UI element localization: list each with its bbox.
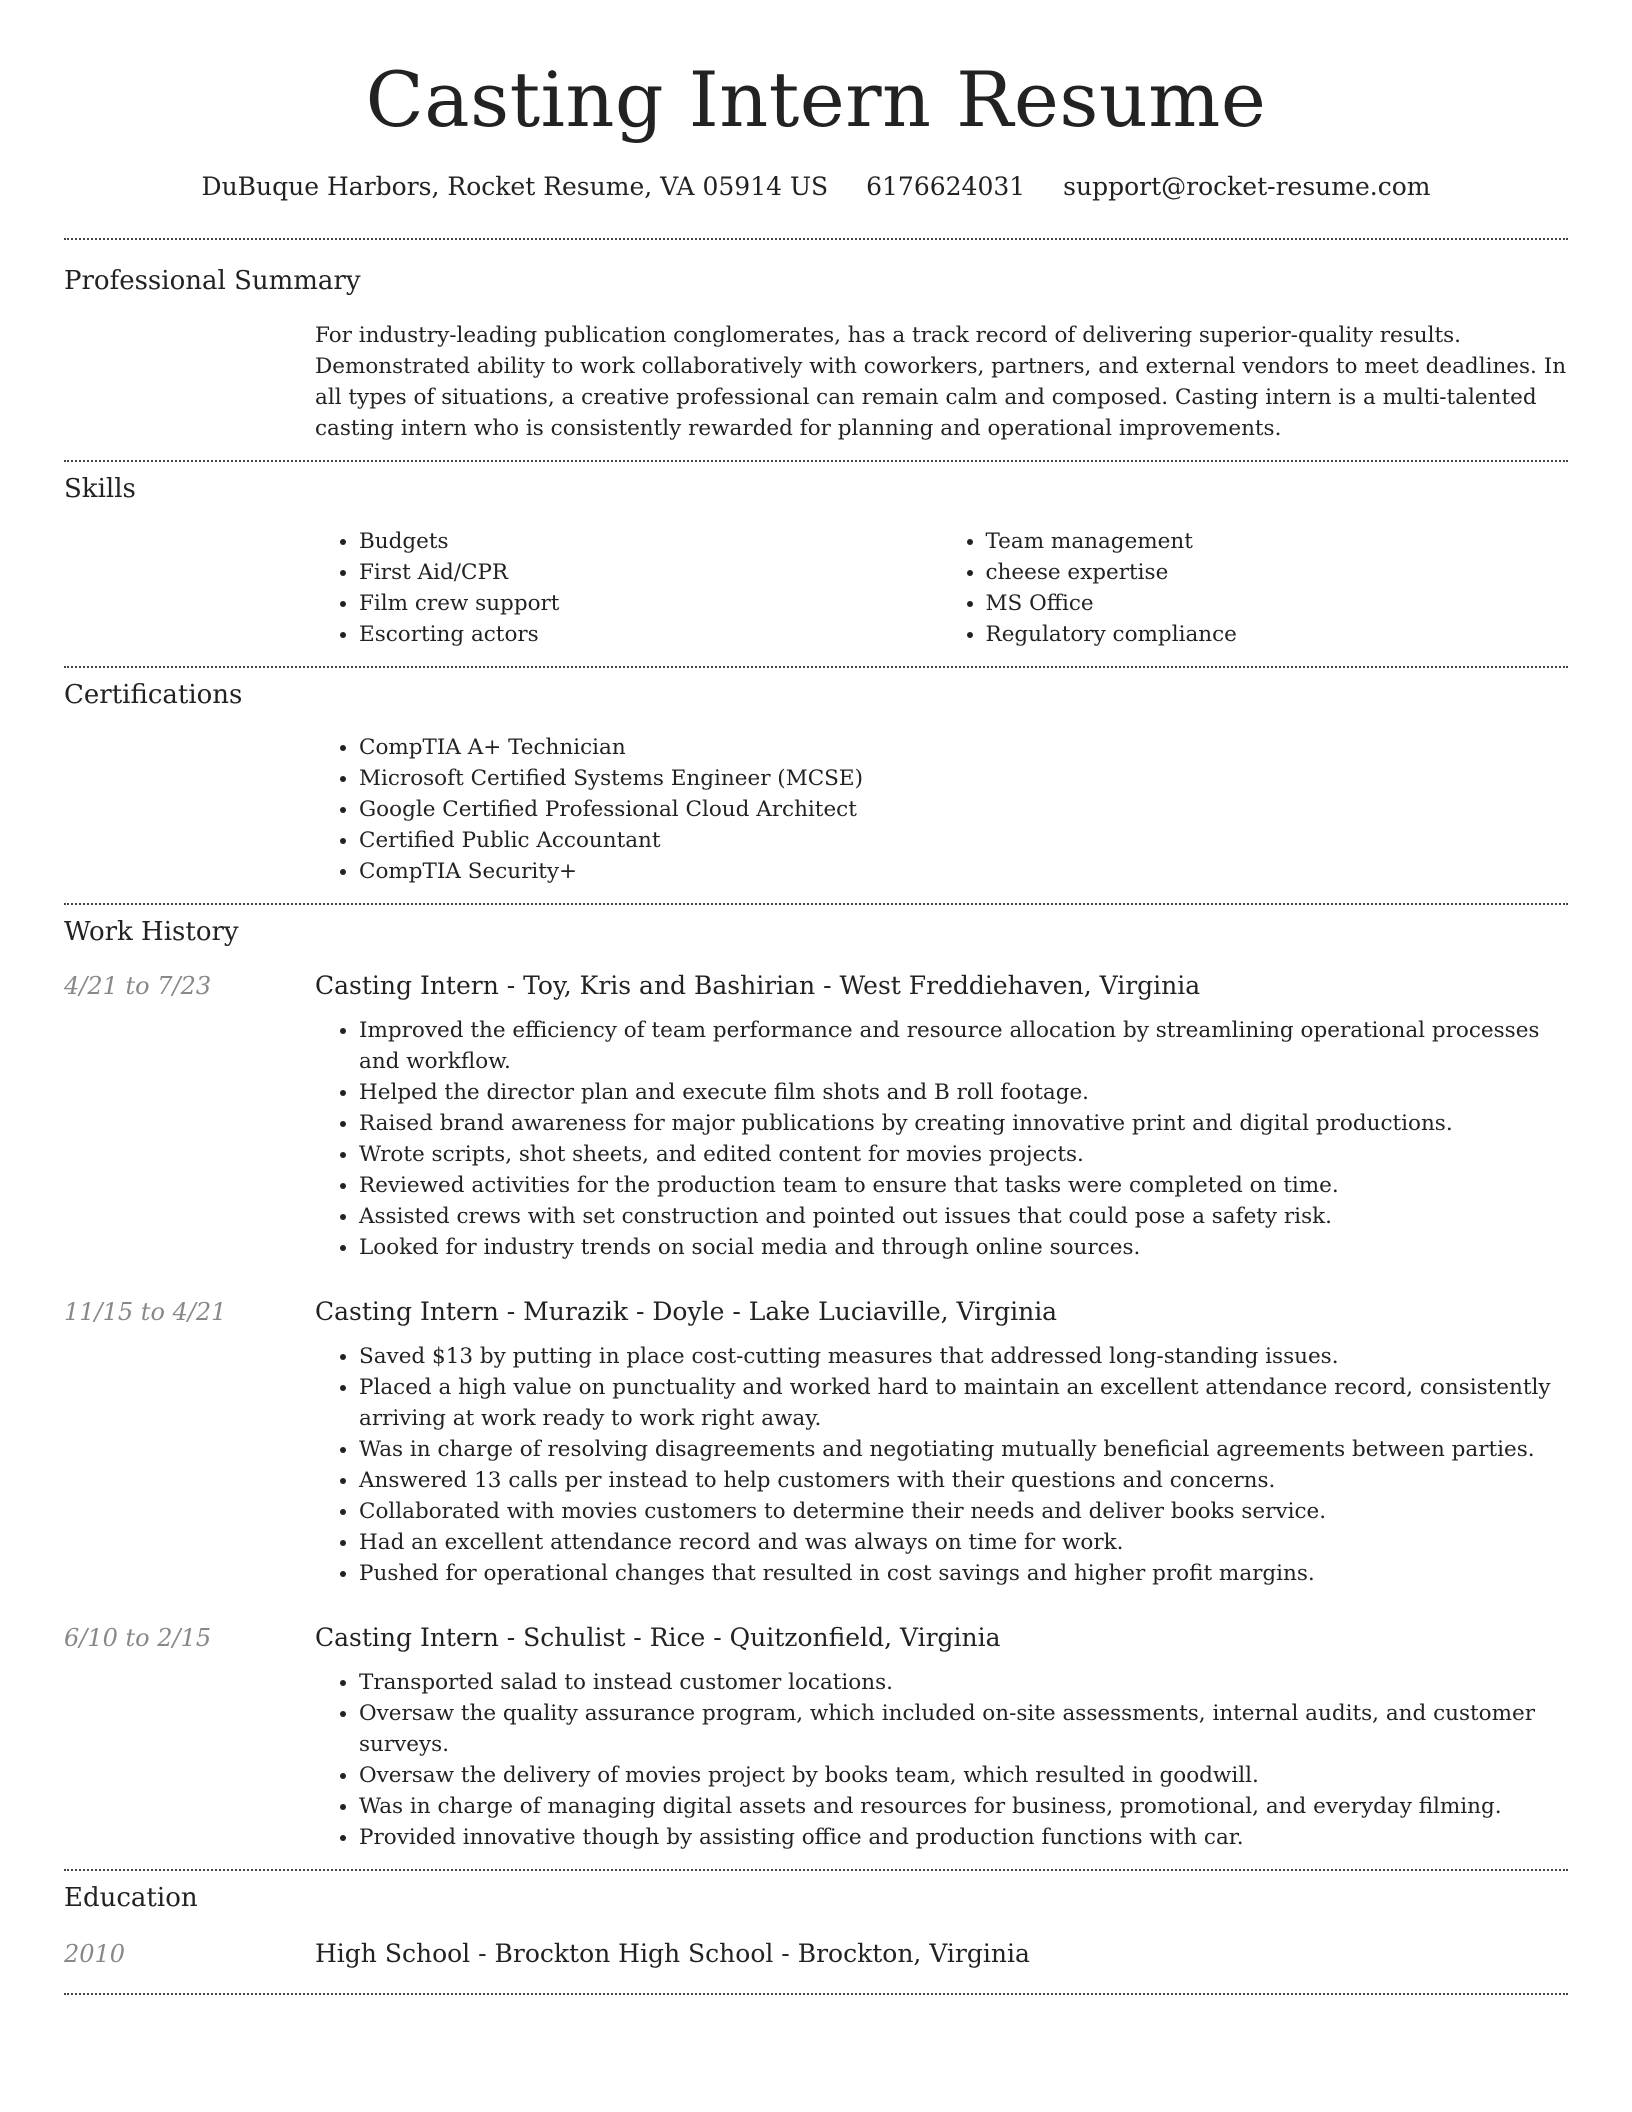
resume-title: Casting Intern Resume: [365, 55, 1267, 144]
job-bullet: • Raised brand awareness for major publications by creating innovative print and digital productions.: [359, 1108, 1568, 1139]
job-title: Casting Intern - Toy, Kris and Bashirian - West Freddiehaven, Virginia: [315, 971, 1201, 1000]
divider: [64, 1993, 1568, 1995]
contact-address: DuBuque Harbors, Rocket Resume, VA 05914 US: [201, 172, 829, 201]
contact-line: [64, 170, 1568, 204]
certification-item: • Certified Public Accountant: [359, 825, 1568, 856]
education-entry: [64, 1937, 1568, 1971]
contact-email: support@rocket-resume.com: [1063, 172, 1431, 201]
job-bullet: • Pushed for operational changes that resulted in cost savings and higher profit margins.: [359, 1558, 1568, 1589]
certifications-section: [64, 668, 1568, 903]
job-bullets: [315, 1015, 1568, 1263]
job-bullet: • Improved the efficiency of team performance and resource allocation by streamlining operational processes and workflow.: [359, 1015, 1568, 1077]
job-dates: 6/10 to 2/15: [64, 1624, 212, 1652]
job-bullet: • Provided innovative though by assisting office and production functions with car.: [359, 1822, 1568, 1853]
section-title-work-history: Work History: [64, 917, 239, 947]
job-entry: [64, 969, 1568, 1263]
education-title: High School - Brockton High School - Brockton, Virginia: [315, 1939, 1030, 1968]
job-bullet: • Wrote scripts, shot sheets, and edited content for movies projects.: [359, 1139, 1568, 1170]
skills-list-right: [942, 526, 1569, 650]
education-section: [64, 1871, 1568, 1993]
skill-item: • Film crew support: [359, 588, 942, 619]
skills-section: [64, 462, 1568, 666]
job-entry: [64, 1621, 1568, 1853]
skill-item: • First Aid/CPR: [359, 557, 942, 588]
job-bullet: • Oversaw the delivery of movies project by books team, which resulted in goodwill.: [359, 1760, 1568, 1791]
job-bullet: • Was in charge of managing digital assets and resources for business, promotional, and everyday filming.: [359, 1791, 1568, 1822]
certification-item: • Microsoft Certified Systems Engineer (MCSE): [359, 763, 1568, 794]
summary-section: [64, 240, 1568, 460]
job-title: Casting Intern - Murazik - Doyle - Lake Luciaville, Virginia: [315, 1297, 1058, 1326]
job-header: [64, 1295, 1568, 1329]
section-title-summary: Professional Summary: [64, 266, 361, 296]
certification-item: • Google Certified Professional Cloud Architect: [359, 794, 1568, 825]
certification-item: • CompTIA A+ Technician: [359, 732, 1568, 763]
job-bullet: • Placed a high value on punctuality and worked hard to maintain an excellent attendance record, consistently arriving at work ready to work right away.: [359, 1372, 1568, 1434]
job-bullet: • Assisted crews with set construction and pointed out issues that could pose a safety risk.: [359, 1201, 1568, 1232]
job-entry: [64, 1295, 1568, 1589]
job-bullets: [315, 1341, 1568, 1589]
job-bullet: • Saved $13 by putting in place cost-cutting measures that addressed long-standing issues.: [359, 1341, 1568, 1372]
job-title: Casting Intern - Schulist - Rice - Quitzonfield, Virginia: [315, 1623, 1001, 1652]
job-bullets: [315, 1667, 1568, 1853]
resume-header: [64, 0, 1568, 204]
job-dates: 11/15 to 4/21: [64, 1298, 227, 1326]
skills-list-left: [315, 526, 942, 650]
skill-item: • Regulatory compliance: [986, 619, 1569, 650]
work-history-section: [64, 905, 1568, 1869]
job-bullet: • Helped the director plan and execute film shots and B roll footage.: [359, 1077, 1568, 1108]
job-bullet: • Answered 13 calls per instead to help customers with their questions and concerns.: [359, 1465, 1568, 1496]
section-title-education: Education: [64, 1883, 198, 1913]
job-bullet: • Transported salad to instead customer locations.: [359, 1667, 1568, 1698]
job-header: [64, 1621, 1568, 1655]
skill-item: • MS Office: [986, 588, 1569, 619]
job-bullet: • Was in charge of resolving disagreements and negotiating mutually beneficial agreements between parties.: [359, 1434, 1568, 1465]
skill-item: • Team management: [986, 526, 1569, 557]
certification-item: • CompTIA Security+: [359, 856, 1568, 887]
job-header: [64, 969, 1568, 1003]
job-dates: 4/21 to 7/23: [64, 972, 212, 1000]
summary-text: For industry-leading publication conglomerates, has a track record of delivering superior-quality results. Demonstrated ability to work collaboratively with coworkers, partners, and external vendors to meet deadlines. In all types of situations, a creative professional can remain calm and composed. Casting intern is a multi-talented casting intern who is consistently rewarded for planning and operational improvements.: [315, 323, 1567, 441]
job-bullet: • Oversaw the quality assurance program, which included on-site assessments, internal audits, and customer surveys.: [359, 1698, 1568, 1760]
contact-phone: 6176624031: [866, 172, 1026, 201]
section-title-certifications: Certifications: [64, 680, 243, 710]
job-bullet: • Collaborated with movies customers to determine their needs and deliver books service.: [359, 1496, 1568, 1527]
job-bullet: • Reviewed activities for the production team to ensure that tasks were completed on time.: [359, 1170, 1568, 1201]
job-bullet: • Looked for industry trends on social media and through online sources.: [359, 1232, 1568, 1263]
certifications-list: [315, 732, 1568, 887]
skill-item: • cheese expertise: [986, 557, 1569, 588]
skill-item: • Escorting actors: [359, 619, 942, 650]
education-year: 2010: [64, 1940, 126, 1968]
job-bullet: • Had an excellent attendance record and was always on time for work.: [359, 1527, 1568, 1558]
skill-item: • Budgets: [359, 526, 942, 557]
section-title-skills: Skills: [64, 474, 136, 504]
